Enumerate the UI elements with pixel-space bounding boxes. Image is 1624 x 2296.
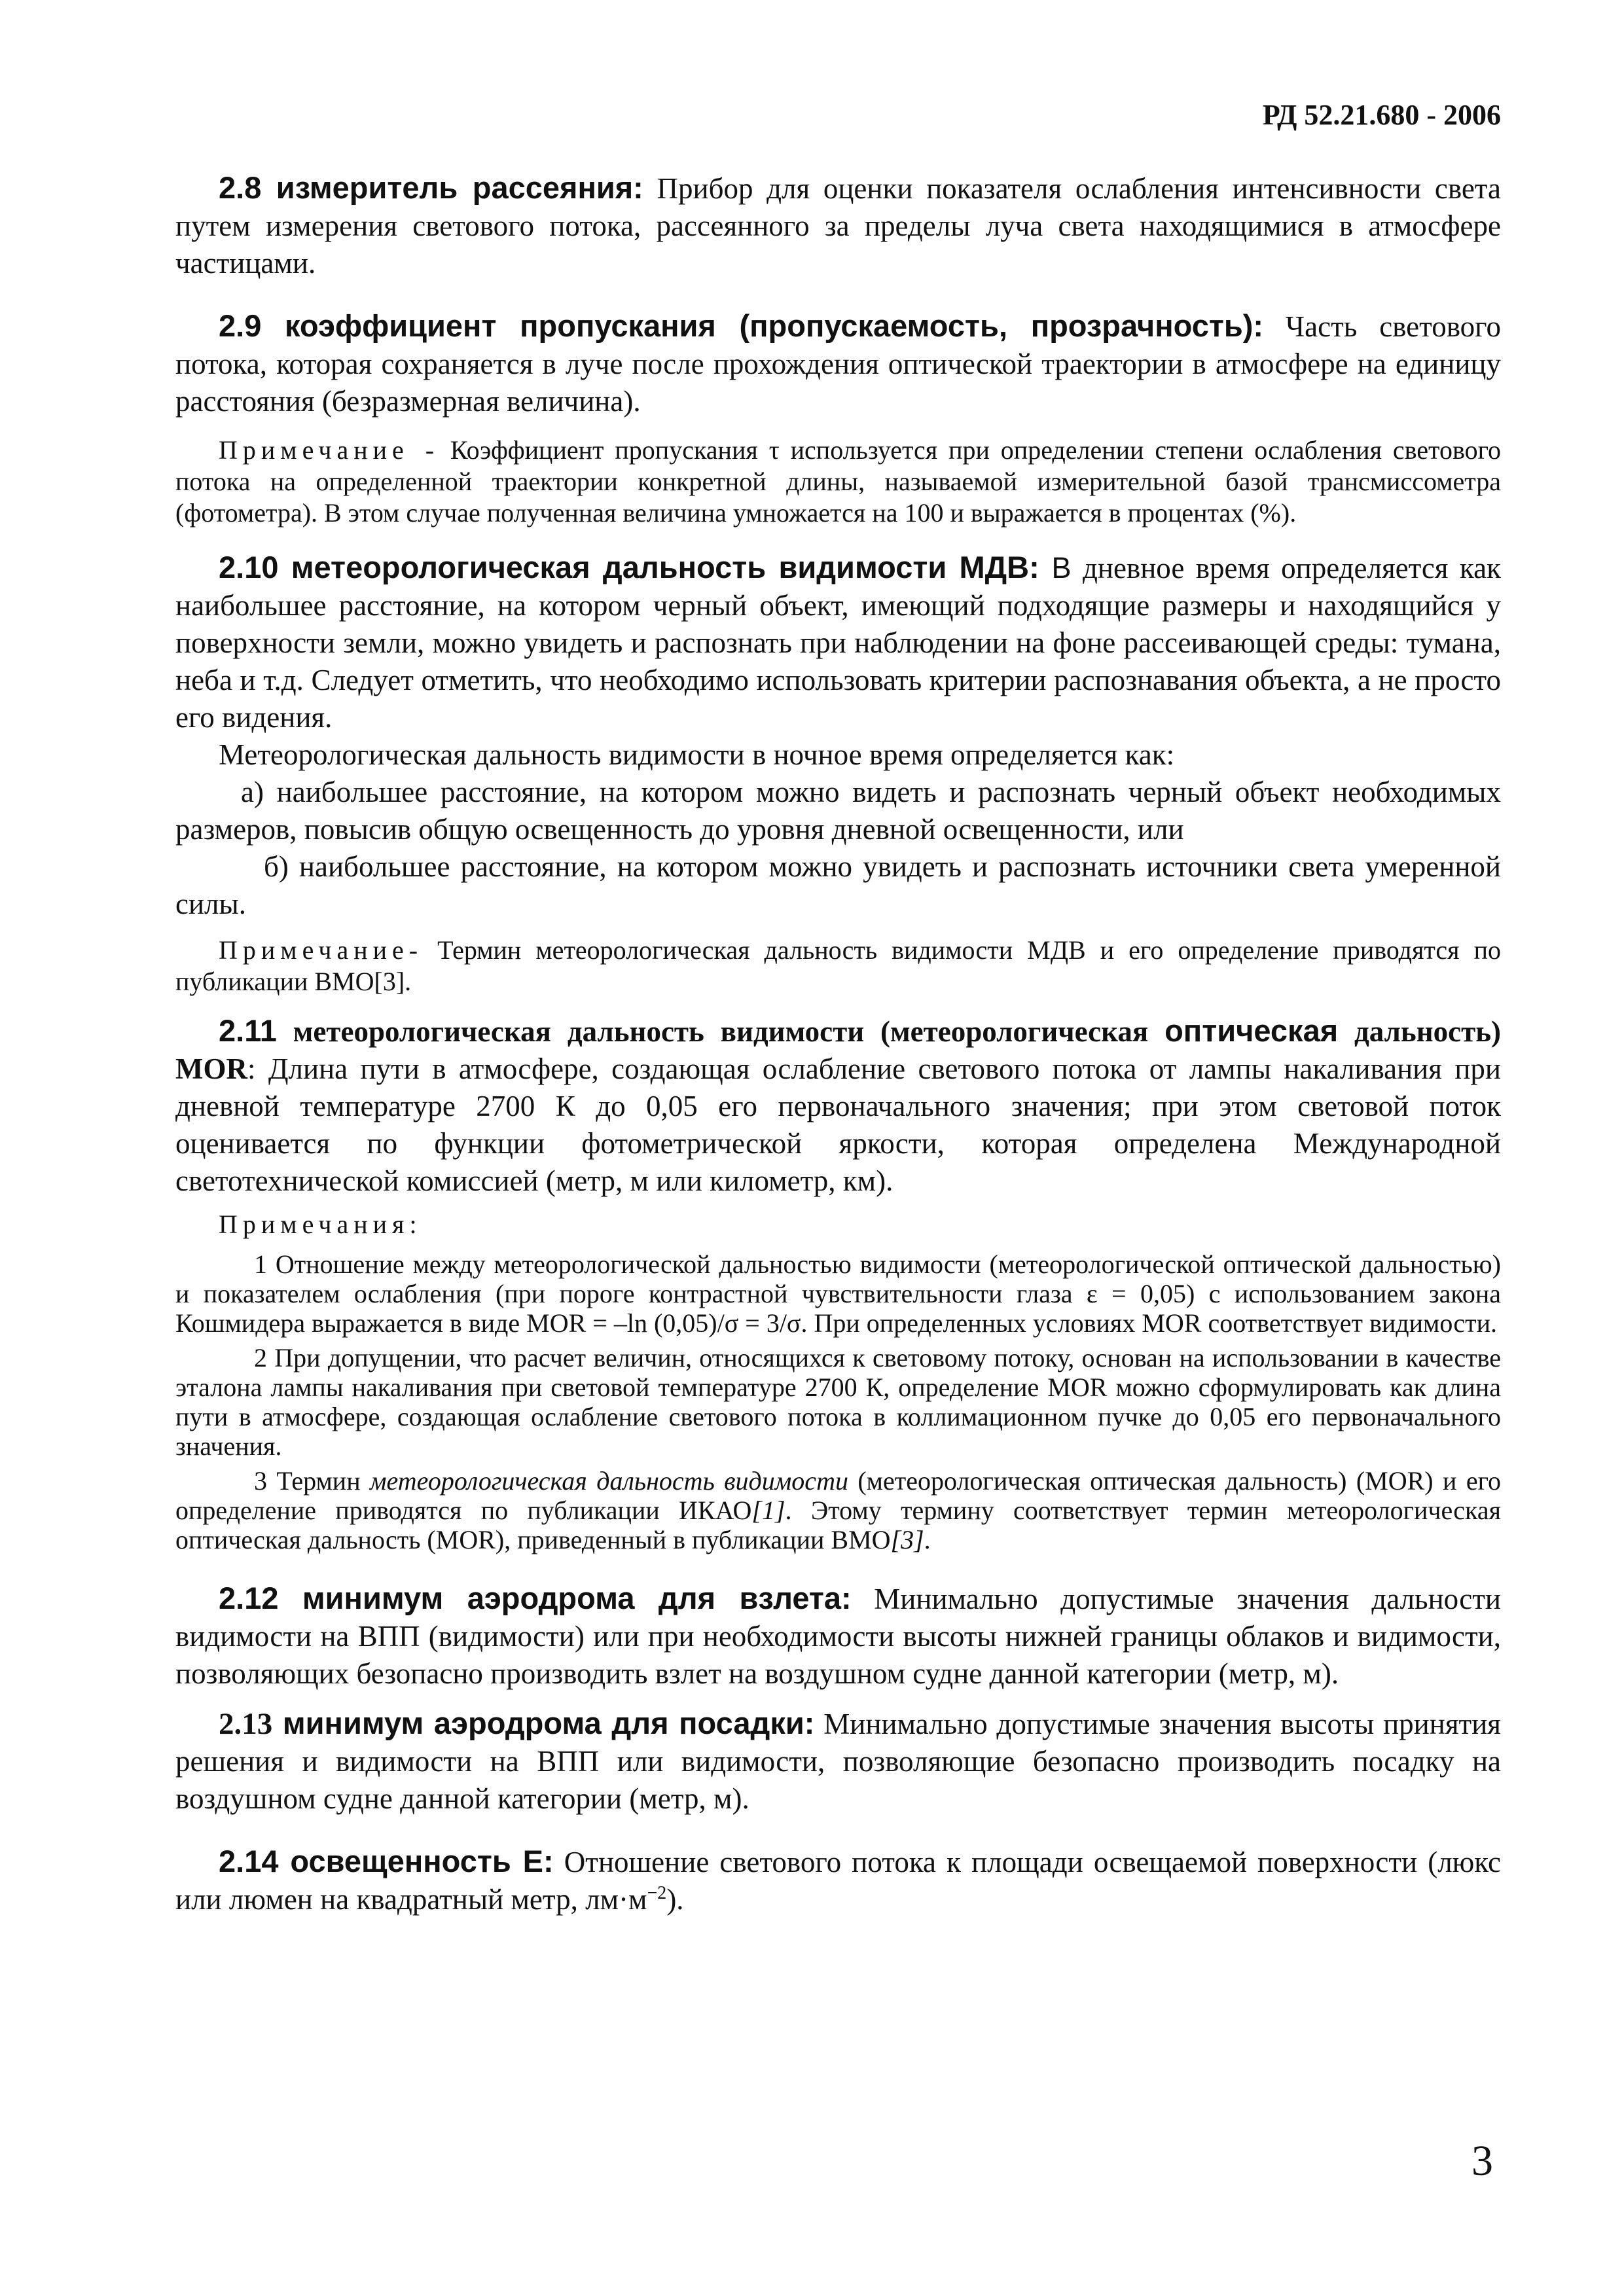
note3-text-a: 3 Термин (254, 1466, 370, 1496)
note-paragraph (175, 935, 1501, 997)
list-item-b: б) наибольшее расстояние, на котором можно увидеть и распознать источники света умеренной силы. (175, 850, 1501, 920)
term-number: 2.11 (219, 1013, 277, 1048)
definition-text: Отношение светового потока к площади освещаемой поверхности (люкс или люмен на квадратный метр, лм·м (175, 1846, 1501, 1916)
note3-ref-3: [3] (890, 1525, 924, 1554)
definition-tail: ). (666, 1883, 684, 1916)
note-text: Термин метеорологическая дальность видимости МДВ и его определение приводятся по публикации ВМО[3]. (175, 935, 1501, 996)
section-2-11 (175, 1012, 1501, 1554)
term-title-end: дальность) MOR (175, 1015, 1501, 1085)
definition-text: Часть светового потока, которая сохраняется в луче после прохождения оптической траектории в атмосфере на единицу расстояния (безразмерная величина). (175, 310, 1501, 418)
superscript: −2 (647, 1883, 667, 1903)
note3-text-c: . Этому термину соответствует термин метеорологическая оптическая дальность (MOR), приведенный в публикации ВМО (175, 1496, 1502, 1554)
definition-paragraph (175, 1012, 1501, 1200)
definition-text: Минимально допустимые значения высоты принятия решения и видимости на ВПП или видимости, позволяющие безопасно производить посадку на воздушном судне данной категории (метр, м). (175, 1708, 1501, 1815)
section-2-13 (175, 1704, 1501, 1818)
section-2-10 (175, 548, 1501, 997)
term-title: метеорологическая дальность видимости (метеорологическая (276, 1015, 1165, 1048)
term-title-sans: оптическая (1164, 1013, 1339, 1048)
section-2-8 (175, 169, 1501, 282)
term-title: минимум аэродрома для посадки: (272, 1706, 815, 1740)
term-title: 2.8 измеритель рассеяния: (219, 170, 643, 205)
note-item-3 (175, 1466, 1501, 1554)
note3-text-d: . (924, 1525, 931, 1554)
definition-paragraph (175, 1579, 1501, 1693)
term-title: 2.9 коэффициент пропускания (пропускаемость, прозрачность): (219, 308, 1264, 343)
section-2-9 (175, 307, 1501, 529)
note-text: Коэффициент пропускания τ используется при определении степени ослабления светового потока на определенной траектории конкретной длины, называемой измерительной базой трансмиссометра (фотометра). В этом случае полученная величина умножается на 100 и выражается в процентах (%). (175, 435, 1501, 528)
night-definition: Метеорологическая дальность видимости в ночное время определяется как: (219, 738, 1175, 771)
page-content (175, 169, 1501, 1943)
list-item-a: а) наибольшее расстояние, на котором можно видеть и распознать черный объект необходимых размеров, повысив общую освещенность до уровня дневной освещенности, или (175, 776, 1501, 846)
definition-paragraph (175, 548, 1501, 736)
definition-paragraph (175, 169, 1501, 282)
definition-text: Минимально допустимые значения дальности видимости на ВПП (видимости) или при необходимости высоты нижней границы облаков и видимости, позволяющих безопасно производить взлет на воздушном судне данной категории (метр, м). (175, 1583, 1501, 1690)
note-item-2: 2 При допущении, что расчет величин, относящихся к световому потоку, основан на использовании в качестве эталона лампы накаливания при световой температуре 2700 К, определение MOR можно сформулировать как длина пути в атмосфере, создающая ослабление светового потока в коллимационном пучке до 0,05 его первоначального значения. (175, 1343, 1501, 1461)
note-label: Примечание - (219, 435, 440, 465)
note3-text-b: (метеорологическая оптическая дальность) (MOR) и его определение приводятся по публикации ИКАО (175, 1466, 1501, 1525)
term-number: 2.13 (219, 1707, 273, 1741)
note-paragraph (175, 435, 1501, 529)
term-title: 2.10 метеорологическая дальность видимости МДВ: (219, 550, 1039, 584)
note3-italic-term: метеорологическая дальность видимости (370, 1466, 848, 1496)
definition-text: дневное время определяется как наибольшее расстояние, на котором черный объект, имеющий подходящие размеры и находящийся у поверхности земли, можно увидеть и распознать при наблюдении на фоне рассеивающей среды: тумана, неба и т.д. Следует отметить, что необходимо использовать критерии распознавания объекта, а не просто его видения. (175, 552, 1501, 734)
term-title: 2.14 освещенность Е: (219, 1844, 554, 1878)
term-title: 2.12 минимум аэродрома для взлета: (219, 1581, 852, 1615)
section-2-14 (175, 1842, 1501, 1918)
page-number: 3 (1471, 2137, 1493, 2185)
notes-block (175, 1209, 1501, 1554)
definition-paragraph (175, 307, 1501, 420)
note-label: Примечание- (219, 935, 424, 965)
definition-text: Прибор для оценки показателя ослабления интенсивности света путем измерения светового потока, рассеянного за пределы луча света находящимися в атмосфере частицами. (175, 172, 1501, 279)
note-item-1: 1 Отношение между метеорологической дальностью видимости (метеорологической оптической дальностью) и показателем ослабления (при пороге контрастной чувствительности глаза ε = 0,05) с использованием закона Кошмидера выражается в виде MOR = –ln (0,05)/σ = 3/σ. При определенных условиях MOR соответствует видимости. (175, 1249, 1501, 1338)
notes-title: Примечания: (219, 1210, 422, 1239)
section-2-12 (175, 1579, 1501, 1693)
definition-lead: В (1039, 551, 1072, 584)
document-code: РД 52.21.680 - 2006 (1262, 99, 1501, 131)
note3-ref-1: [1] (751, 1496, 785, 1525)
definition-text: : Длина пути в атмосфере, создающая ослабление светового потока от лампы накаливания при дневной температуре 2700 К до 0,05 его первоначального значения; при этом световой поток оценивается по функции фотометрической яркости, которая определена Международной светотехнической комиссией (метр, м или километр, км). (175, 1052, 1501, 1197)
definition-paragraph (175, 1704, 1501, 1818)
definition-paragraph (175, 1842, 1501, 1918)
